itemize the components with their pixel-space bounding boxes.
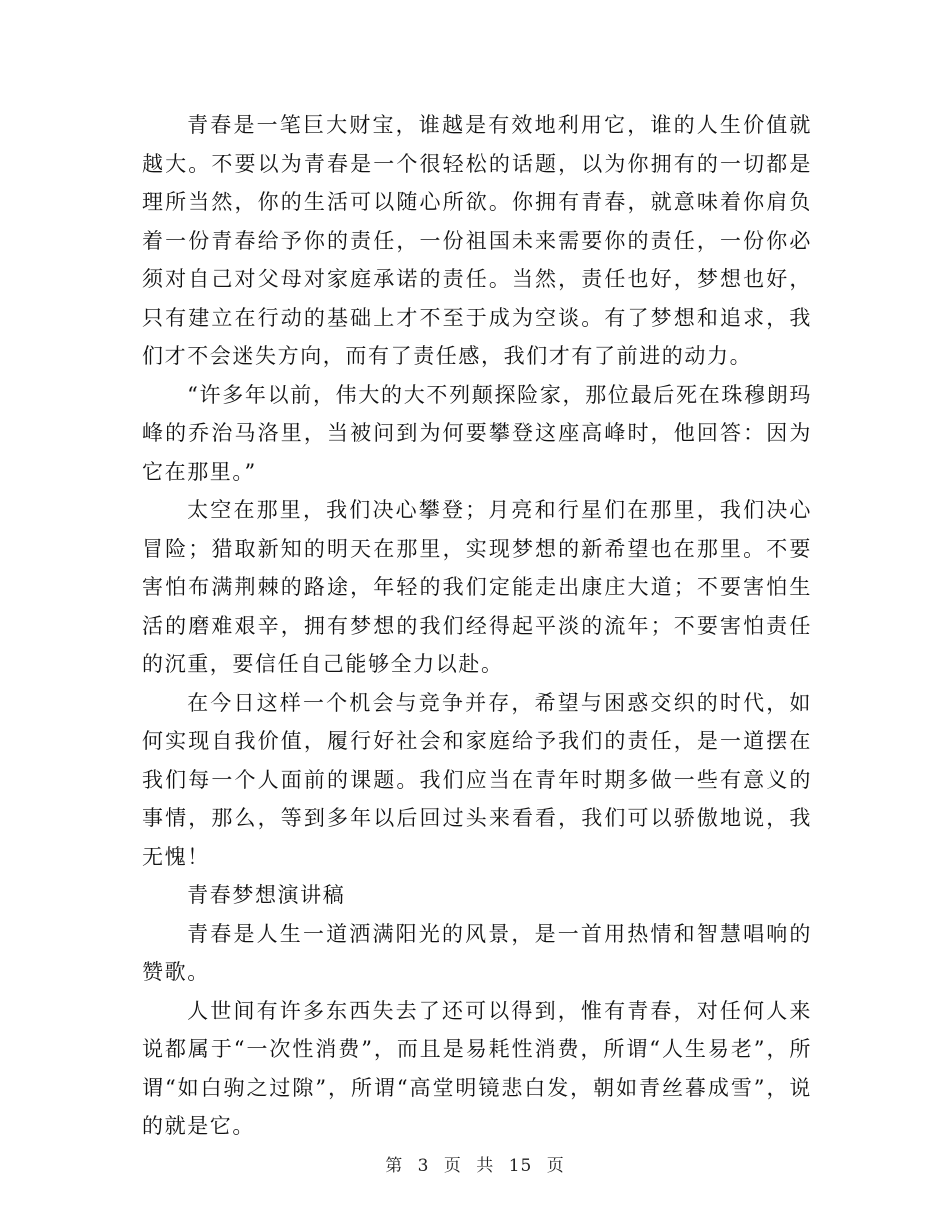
footer-total-pages: 15 xyxy=(508,1156,533,1176)
footer-suffix: 页 xyxy=(546,1156,565,1176)
footer-page-word: 页 xyxy=(443,1156,462,1176)
page-number-footer xyxy=(0,1151,950,1176)
footer-prefix: 第 xyxy=(385,1156,404,1176)
footer-current-page: 3 xyxy=(417,1156,430,1176)
paragraph-mallory-quote: “许多年以前，伟大的大不列颠探险家，那位最后死在珠穆朗玛峰的乔治马洛里，当被问到为何要攀登这座高峰时，他回答：因为它在那里。” xyxy=(142,382,812,484)
paragraph-era-opportunity: 在今日这样一个机会与竞争并存，希望与困惑交织的时代，如何实现自我价值，履行好社会和家庭给予我们的责任，是一道摆在我们每一个人面前的课题。我们应当在青年时期多做一些有意义的事情，那么，等到多年以后回过头来看看，我们可以骄傲地说，我无愧！ xyxy=(142,690,812,869)
paragraph-space-there: 太空在那里，我们决心攀登；月亮和行星们在那里，我们决心冒险；猎取新知的明天在那里，实现梦想的新希望也在那里。不要害怕布满荆棘的路途，年轻的我们定能走出康庄大道；不要害怕生活的磨难艰辛，拥有梦想的我们经得起平淡的流年；不要害怕责任的沉重，要信任自己能够全力以赴。 xyxy=(142,498,812,676)
speech-title: 青春梦想演讲稿 xyxy=(187,883,346,907)
paragraph-one-time-consumption: 人世间有许多东西失去了还可以得到，惟有青春，对任何人来说都属于“一次性消费”，而且是易耗性消费，所谓“人生易老”，所谓“如白驹之过隙”，所谓“高堂明镜悲白发，朝如青丝暮成雪”，说的就是它。 xyxy=(142,998,812,1138)
footer-total-word: 共 xyxy=(476,1156,495,1176)
paragraph-youth-treasure: 青春是一笔巨大财宝，谁越是有效地利用它，谁的人生价值就越大。不要以为青春是一个很轻松的话题，以为你拥有的一切都是理所当然，你的生活可以随心所欲。你拥有青春，就意味着你肩负着一份青春给予你的责任，一份祖国未来需要你的责任，一份你必须对自己对父母对家庭承诺的责任。当然，责任也好，梦想也好，只有建立在行动的基础上才不至于成为空谈。有了梦想和追求，我们才不会迷失方向，而有了责任感，我们才有了前进的动力。 xyxy=(142,113,812,368)
paragraph-youth-scenery: 青春是人生一道洒满阳光的风景，是一首用热情和智慧唱响的赞歌。 xyxy=(142,921,812,984)
document-body xyxy=(142,106,812,1146)
